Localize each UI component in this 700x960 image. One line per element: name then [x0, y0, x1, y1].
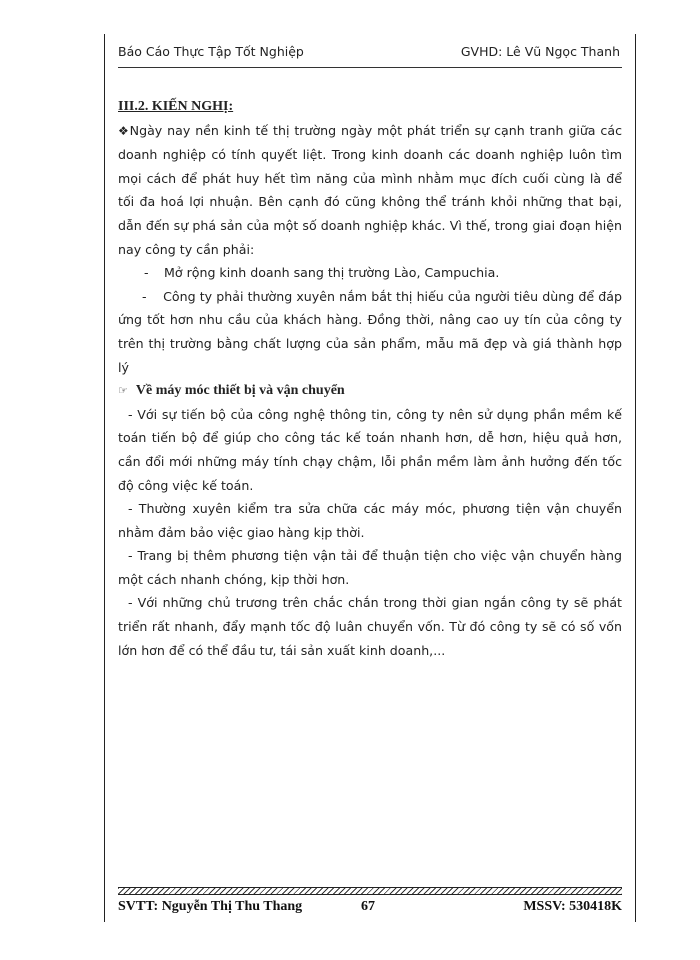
list-item: - Với sự tiến bộ của công nghệ thông tin, công ty nên sử dụng phần mềm kế toán tiến bộ để giúp cho công tác kế toán nhanh hơn, dễ hơn, hiệu quả hơn, cần đổi mới những máy tính chạy chậm, lỗi phần mềm làm ảnh hưởng đến tốc độ công việc kế toán.: [118, 406, 622, 493]
footer-rule: [118, 887, 622, 895]
diamond-bullet-icon: ❖: [118, 123, 130, 138]
page-footer: [118, 899, 622, 919]
footer-student: SVTT: Nguyễn Thị Thu Thang: [118, 899, 303, 914]
list-item: - Công ty phải thường xuyên nắm bắt thị hiếu của người tiêu dùng để đáp ứng tốt hơn nhu cầu của khách hàng. Đồng thời, nâng cao uy tín của công ty trên thị trường bằng chất lượng của sản phẩm, mẫu mã đẹp và giá thành hợp lý: [118, 288, 622, 375]
page-header: [118, 44, 620, 66]
list-item: - Trang bị thêm phương tiện vận tải để thuận tiện cho việc vận chuyển hàng một cách nhanh chóng, kịp thời hơn.: [118, 548, 622, 587]
footer-student-id: MSSV: 530418K: [523, 899, 622, 914]
subsection-title-text: Về máy móc thiết bị và vận chuyển: [135, 383, 345, 399]
header-advisor: GVHD: Lê Vũ Ngọc Thanh: [460, 44, 620, 59]
pointing-hand-icon: ☞: [118, 384, 128, 398]
header-report-title: Báo Cáo Thực Tập Tốt Nghiệp: [118, 44, 304, 59]
subsection-title: [118, 379, 622, 403]
list-item: - Với những chủ trương trên chắc chắn trong thời gian ngắn công ty sẽ phát triển rất nhanh, đẩy mạnh tốc độ luân chuyển vốn. Từ đó công ty sẽ có số vốn lớn hơn để có thể đầu tư, tái sản xuất kinh doanh,...: [118, 595, 622, 658]
page-number: 67: [361, 899, 375, 914]
page-body: [118, 95, 622, 662]
section-paragraph-text: Ngày nay nền kinh tế thị trường ngày một phát triển sự cạnh tranh giữa các doanh nghiệp có tính quyết liệt. Trong kinh doanh các doanh nghiệp luôn tìm mọi cách để phát huy hết tìm năng của mình nhằm mục đích cuối cùng là để tối đa hoá lợi nhuận. Bên cạnh đó cũng không thể tránh khỏi những that bại, dẫn đến sự phá sản của một số doanh nghiệp khác. Vì thế, trong giai đoạn hiện nay công ty cần phải:: [118, 122, 622, 257]
list-item-text: Mở rộng kinh doanh sang thị trường Lào, Campuchia.: [164, 265, 500, 281]
header-rule: [118, 67, 622, 68]
list-item-text: Công ty phải thường xuyên nắm bắt thị hiếu của người tiêu dùng để đáp ứng tốt hơn nhu cầu của khách hàng. Đồng thời, nâng cao uy tín của công ty trên thị trường bằng chất lượng của sản phẩm, mẫu mã đẹp và giá thành hợp lý: [118, 288, 622, 375]
page-border-right: [635, 34, 636, 922]
section-paragraph: [118, 119, 622, 262]
section-title: III.2. KIẾN NGHỊ:: [118, 99, 234, 114]
list-item: - Mở rộng kinh doanh sang thị trường Lào, Campuchia.: [144, 265, 500, 281]
list-item: - Thường xuyên kiểm tra sửa chữa các máy móc, phương tiện vận chuyển nhằm đảm bảo việc giao hàng kịp thời.: [118, 501, 622, 540]
